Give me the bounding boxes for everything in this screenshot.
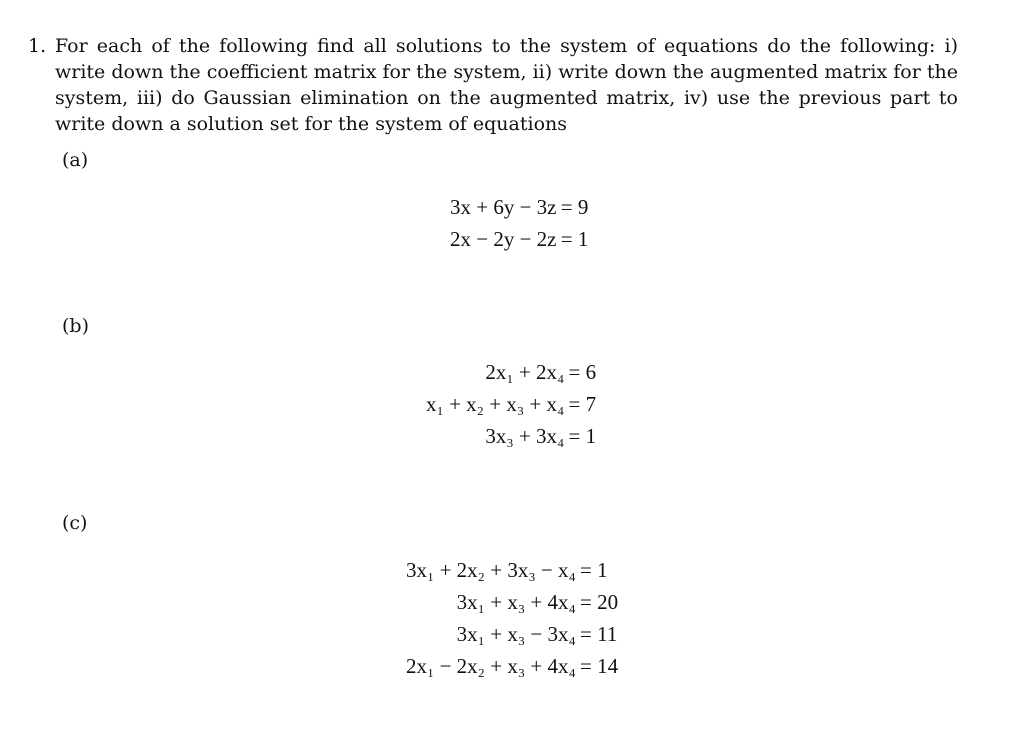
part-a-system	[450, 191, 588, 255]
equation-rhs: = 20	[575, 590, 619, 614]
equation-lhs: 3x + 6y − 3z	[450, 195, 557, 219]
equation-rhs: = 1	[556, 227, 589, 251]
equation-rhs: = 1	[564, 424, 597, 448]
equation-lhs: 3x₁ + x₃ − 3x₄	[456, 622, 576, 646]
equation-rhs: = 9	[556, 195, 589, 219]
equation-rhs: = 6	[564, 360, 597, 384]
equation-rhs: = 7	[564, 392, 597, 416]
equation-lhs: 3x₃ + 3x₄	[485, 424, 565, 448]
equation-lhs: 3x₁ + x₃ + 4x₄	[456, 590, 576, 614]
part-c-label: (c)	[62, 512, 88, 534]
part-b-label: (b)	[62, 315, 89, 337]
equation-rhs: = 14	[575, 654, 619, 678]
equation-lhs: x₁ + x₂ + x₃ + x₄	[426, 392, 565, 416]
problem-statement: For each of the following find all solutions to the system of equations do the following: i) write down the coefficient matrix for the system, ii) write down the augmented matrix for the system, iii) do Gaussian elimination on the augmented matrix, iv) use the previous part to write down a solution set for the system of equations	[55, 35, 958, 135]
part-c-system	[406, 554, 618, 682]
equation-lhs: 2x₁ + 2x₄	[485, 360, 565, 384]
equation-lhs: 2x − 2y − 2z	[450, 227, 557, 251]
equation-rhs: = 1	[575, 558, 608, 582]
equation-lhs: 3x₁ + 2x₂ + 3x₃ − x₄	[406, 558, 576, 582]
part-a-label: (a)	[62, 149, 89, 171]
equation-lhs: 2x₁ − 2x₂ + x₃ + 4x₄	[406, 654, 576, 678]
problem-number: 1.	[28, 35, 47, 57]
part-b-system	[426, 356, 596, 452]
equation-rhs: = 11	[575, 622, 618, 646]
